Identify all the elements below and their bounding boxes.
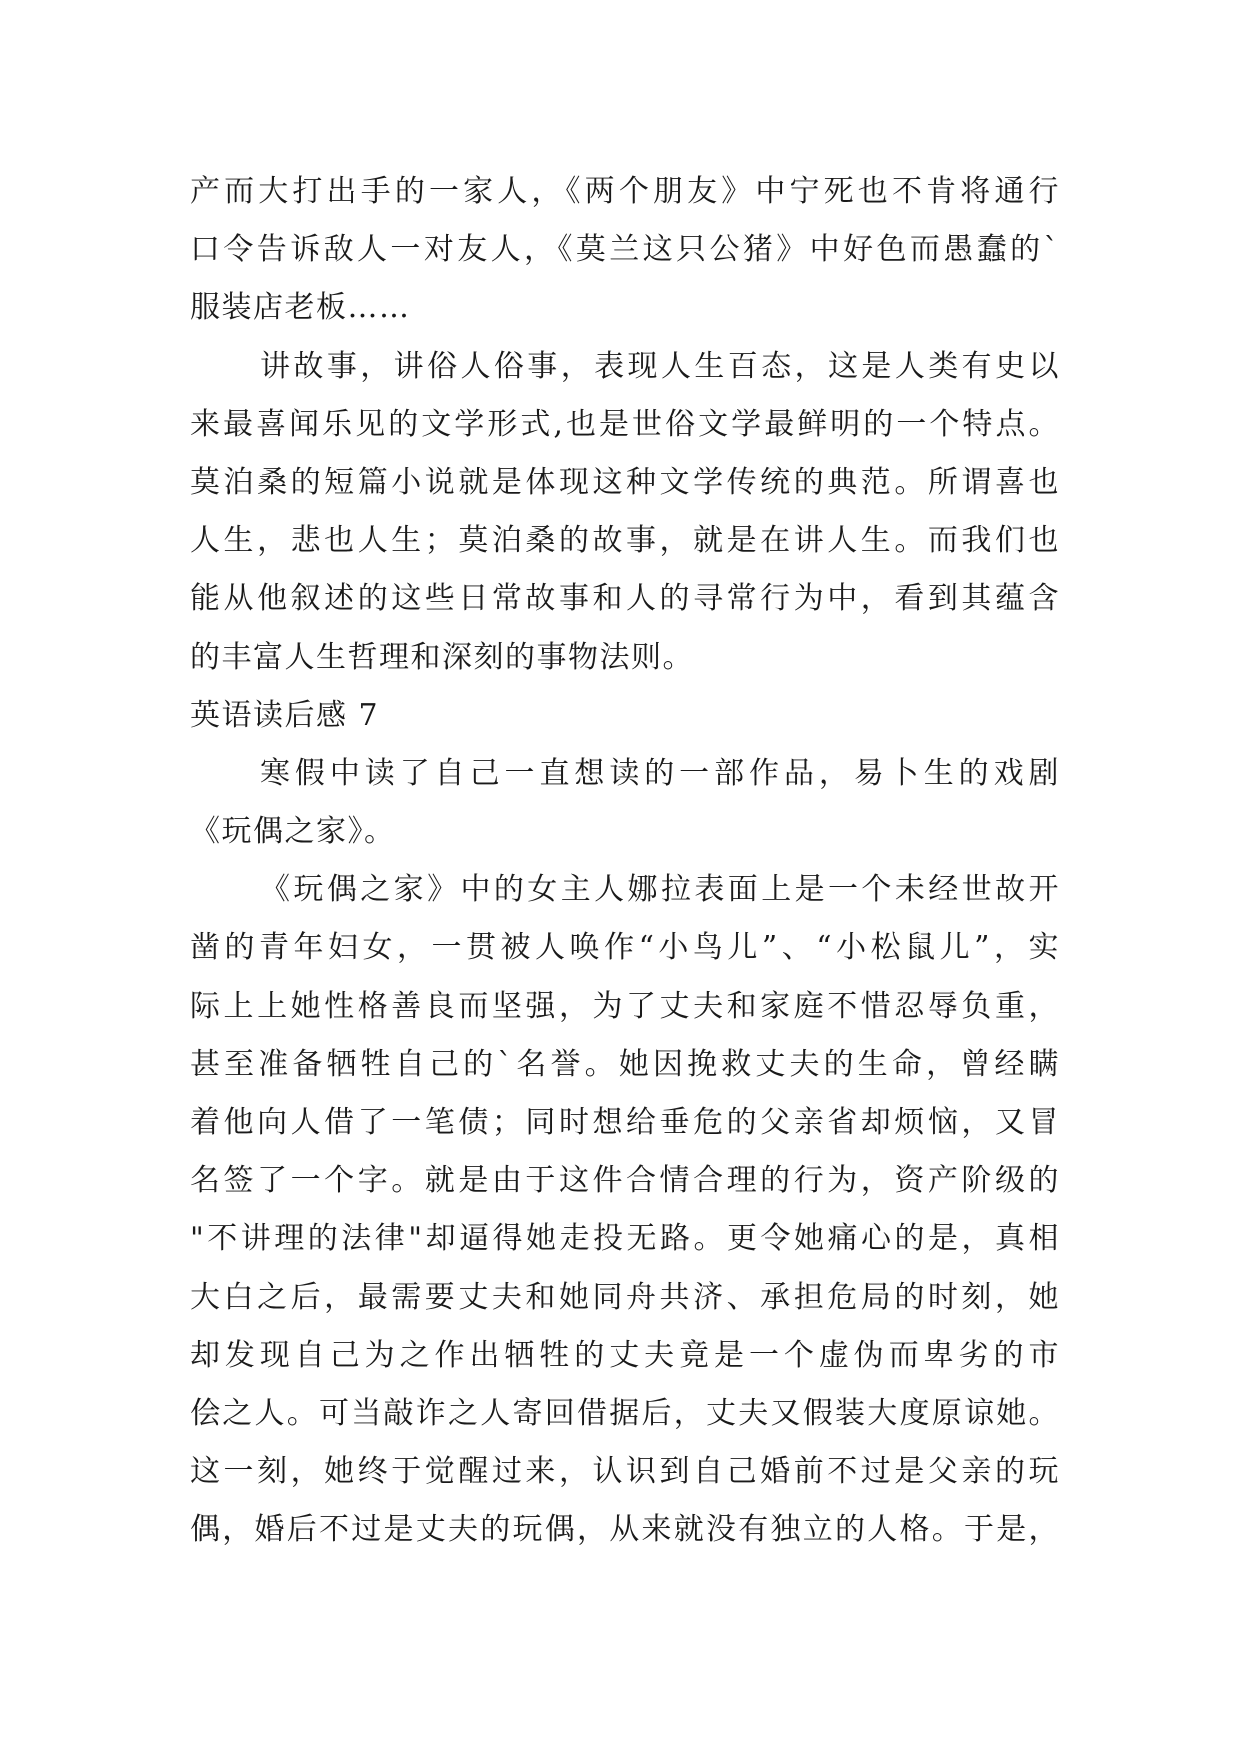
text-line: 来最喜闻乐见的文学形式,也是世俗文学最鲜明的一个特点。 <box>190 406 1060 442</box>
text-line: 这一刻，她终于觉醒过来，认识到自己婚前不过是父亲的玩 <box>190 1454 1060 1490</box>
text-line: 讲故事，讲俗人俗事，表现人生百态，这是人类有史以 <box>260 348 1060 384</box>
text-line: 口令告诉敌人一对友人，《莫兰这只公猪》中好色而愚蠢的` <box>190 232 1060 268</box>
text-line: 大白之后，最需要丈夫和她同舟共济、承担危局的时刻，她 <box>190 1279 1060 1315</box>
text-line: 《玩偶之家》中的女主人娜拉表面上是一个未经世故开 <box>260 872 1060 908</box>
text-line: 《玩偶之家》。 <box>190 814 396 850</box>
text-line: "不讲理的法律"却逼得她走投无路。更令她痛心的是，真相 <box>190 1221 1060 1257</box>
text-line: 名签了一个字。就是由于这件合情合理的行为，资产阶级的 <box>190 1163 1060 1199</box>
text-line: 英语读后感 7 <box>190 697 380 733</box>
text-line: 寒假中读了自己一直想读的一部作品，易卜生的戏剧 <box>260 755 1060 791</box>
text-line: 莫泊桑的短篇小说就是体现这种文学传统的典范。所谓喜也 <box>190 464 1060 500</box>
text-line: 能从他叙述的这些日常故事和人的寻常行为中，看到其蕴含 <box>190 581 1060 617</box>
text-line: 侩之人。可当敲诈之人寄回借据后，丈夫又假装大度原谅她。 <box>190 1395 1060 1431</box>
text-line: 着他向人借了一笔债；同时想给垂危的父亲省却烦恼，又冒 <box>190 1105 1060 1140</box>
text-line: 甚至准备牺牲自己的`名誉。她因挽救丈夫的生命，曾经瞒 <box>190 1046 1060 1082</box>
document-body <box>190 163 1060 1560</box>
text-line: 人生，悲也人生；莫泊桑的故事，就是在讲人生。而我们也 <box>190 523 1060 559</box>
text-line: 的丰富人生哲理和深刻的事物法则。 <box>190 639 694 675</box>
text-line: 却发现自己为之作出牺牲的丈夫竟是一个虚伪而卑劣的市 <box>190 1337 1060 1373</box>
text-line: 服装店老板…… <box>190 290 411 326</box>
text-line: 偶，婚后不过是丈夫的玩偶，从来就没有独立的人格。于是， <box>190 1512 1060 1548</box>
text-line: 凿的青年妇女，一贯被人唤作“小鸟儿”、“小松鼠儿”，实 <box>190 930 1060 966</box>
text-line: 产而大打出手的一家人，《两个朋友》中宁死也不肯将通行 <box>190 174 1060 209</box>
text-line: 际上上她性格善良而坚强，为了丈夫和家庭不惜忍辱负重， <box>190 988 1060 1024</box>
